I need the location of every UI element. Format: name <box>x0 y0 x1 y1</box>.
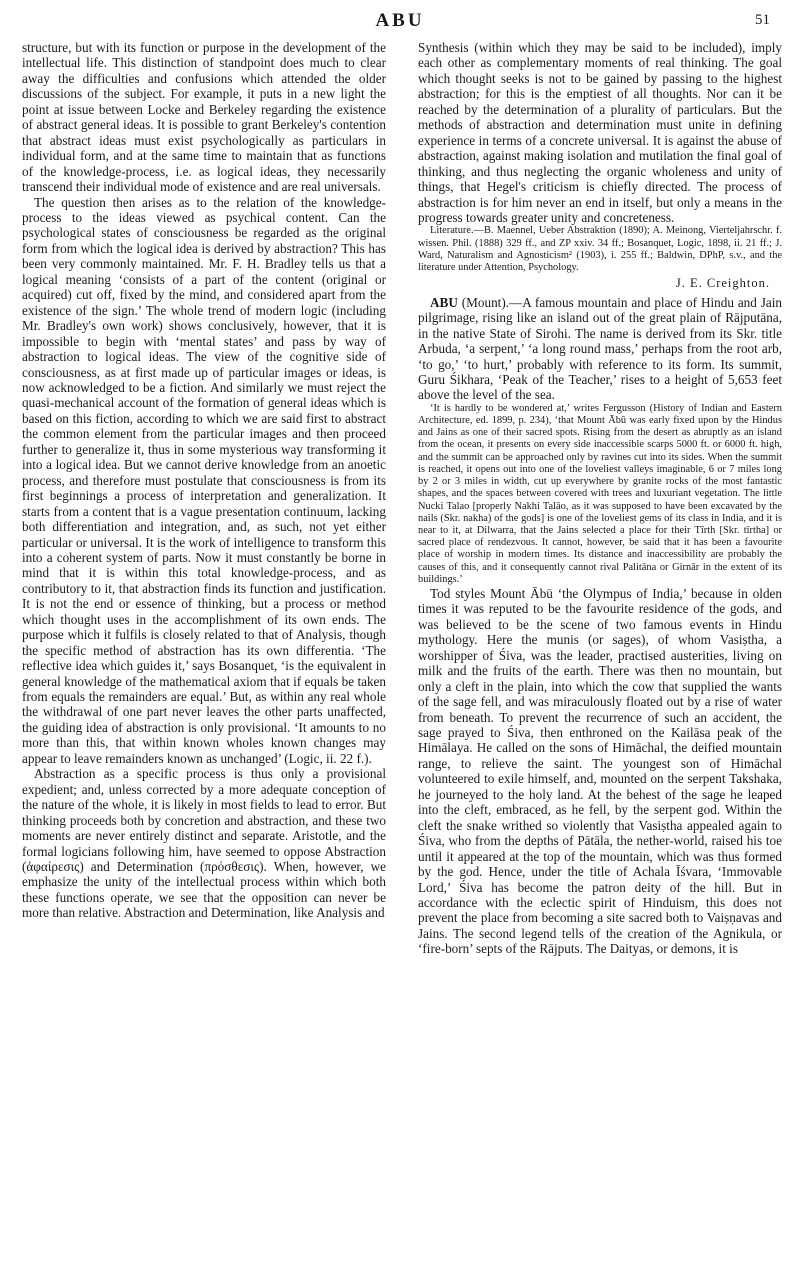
entry-title: ABU <box>430 294 458 310</box>
paragraph: Tod styles Mount Ābū ‘the Olympus of India,’ because in olden times it was reputed to be the favourite residence of the gods, and was believed to be the scene of two famous events in Hindu mythology. Here the munis (or sages), of whom Vasiṣtha, a worshipper of Śiva, was the leader, practised austerities, living on milk and the fruits of the earth. There was then no mountain, but only a cleft in the plain, into which the cow that supplied the wants of the sage fell, and was miraculously floated out by a rise of water from beneath. To prevent the recurrence of such an accident, the sage prayed to Śiva, then enthroned on the Kailāsa peak of the Himālaya. He called on the sons of Himāchal, the deified mountain range, to relieve the saint. The youngest son of Himāchal volunteered to exile himself, and, mounted on the serpent Takshaka, he journeyed to the holy land. At the behest of the sage he leaped into the cleft, embraced, as he fell, by the serpent god. Within the cleft the snake writhed so violently that Vasiṣtha appealed again to Śiva, who from the depths of Pātāla, the nether-world, raised his toe until it appeared at the top of the mountain, which was thus formed by the god. Hence, under the title of Achala Īśvara, ‘Immovable Lord,’ Śiva has become the patron deity of the hill. But in accordance with the eclectic spirit of Hinduism, this does not prevent the place from becoming a site sacred both to Vaiṣṇavas and Jains. The second legend tells of the creation of the Agnikula, or ‘fire-born’ septs of the Rājputs. The Daityas, or demons, it is <box>418 585 782 957</box>
left-column <box>22 40 386 1256</box>
author-signature: J. E. Creighton. <box>675 276 770 291</box>
block-quote: ‘It is hardly to be wondered at,’ writes Fergusson (History of Indian and Eastern Architecture, ed. 1899, p. 234), ‘that Mount Ābū was early fixed upon by the Hindus and Jains as one of their sacred spots. Rising from the desert as abruptly as an island from the ocean, it presents on every side inaccessible scarps 5000 ft. or 6000 ft. high, and the summit can be approached only by ravines cut into its sides. When the summit is reached, it opens out into one of the loveliest valleys imaginable, 6 or 7 miles long by 2 or 3 miles in width, cut up everywhere by granite rocks of the most fantastic shapes, and the spaces between covered with trees and luxuriant vegetation. The little Nucki Talao [properly Nakhi Talāo, as it was supposed to have been excavated by the nails (Skr. nakha) of the gods] is one of the loveliest gems of its class in India, and it is near to it, at Dilwarra, that the Jains selected a place for their Tīrth [Skr. tīrtha] or sacred place of rendezvous. It cannot, however, be said that it has been a favourite place of worship in modern times. Its distance and inaccessibility are probably the causes of this, and it consequently cannot rival Palitāna or Girnār in the extent of its buildings.’ <box>418 402 782 585</box>
paragraph: The question then arises as to the relation of the knowledge-process to the ideas viewed as psychical content. Can the psychological states of consciousness be regarded as the original form from which the logical idea is derived by abstraction? This has been very commonly maintained. Mr. F. H. Bradley tells us that a logical meaning ‘consists of a part of the content (original or acquired) cut off, fixed by the mind, and considered apart from the existence of the sign.’ The whole trend of modern logic (including Mr. Bradley's own work) shows conclusively, however, that it is impossible to begin with ‘mental states’ and pass by way of abstraction to logical ideas. The view of the cognitive side of consciousness, as at first made up of particular images or ideas, is now acknowledged to be a fiction. And similarly we must reject the quasi-mechanical account of the formation of general ideas which is based on this fiction, according to which we are said first to abstract the common element from the particular images and then proceed further to generalize it, thus in some mysterious way transforming it into a logical idea. But we cannot derive knowledge from an anoetic process, and therefore must postulate that consciousness is from its first beginnings a process of interpretation and generalization. It starts from a content that is a vague presentation continuum, lacking both differentiation and integration, and, as such, not yet either particular or universal. It is the work of intelligence to transform this into a coherent system of parts. Now it must constantly be borne in mind that it is within this total knowledge-process, and as contributory to it, that abstraction finds its function and justification. It is not the end or essence of thinking, but a process or method which thought uses in the accomplishment of its own ends. The purpose which it fulfils is closely related to that of Analysis, though the specific method of abstraction has its own differentia. ‘The reflective idea which guides it,’ says Bosanquet, ‘is the equivalent in general knowledge of the mathematical axiom that if equals be taken from equals the remainders are equal.’ But, as within any real whole the withdrawal of one part never leaves the other parts unaffected, the guiding idea of abstraction is only provisional. ‘It amounts to no more than this, that within known wholes known changes may appear to leave remainders known as unchanged’ (Logic, ii. 22 f.). <box>22 194 386 766</box>
page-number: 51 <box>755 12 770 28</box>
page-header <box>0 10 800 38</box>
running-head: ABU <box>375 10 425 31</box>
paragraph: Synthesis (within which they may be said to be included), imply each other as complementary moments of real thinking. The goal which thought seeks is not to be gained by passing to the highest abstraction; for this is the emptiest of all thoughts. Nor can it be reached by the determination of a plurality of particulars. But the methods of abstraction and determination must unite in defining experience in terms of a concrete universal. It is against the abuse of abstraction, against making isolation and mutilation the final goal of thinking, and thus neglecting the organic wholeness and unity of things, that Hegel's criticism is chiefly directed. The process of abstraction is for him never an end in itself, but only a means in the progress towards greater unity and concreteness. <box>418 40 782 225</box>
paragraph: Abstraction as a specific process is thus only a provisional expedient; and, unless corrected by a more adequate conception of the nature of the whole, it is likely in most fields to lead to error. But thinking proceeds both by concretion and abstraction, and these two moments are never entirely distinct and separate. Aristotle, and the formal logicians following him, have seemed to oppose Abstraction (ἀφαίρεσις) and Determination (πρόσθεσις). When, however, we emphasize the unity of the intellectual process within which both these functions operate, we see that the opposition can never be more than relative. Abstraction and Determination, like Analysis and <box>22 766 386 921</box>
entry-text: —A famous mountain and place of Hindu and Jain pilgrimage, rising like an island out of the great plain of Rājputāna, in the native State of Sirohi. The name is derived from its Skr. title Arbuda, ‘a serpent,’ ‘a long round mass,’ perhaps from the root arb, ‘to go,’ ‘to hurt,’ probably with reference to its form. Its summit, Guru Śikhara, ‘Peak of the Teacher,’ rises to a height of 5,653 feet above the level of the sea. <box>418 294 782 403</box>
entry-paragraph <box>418 295 782 403</box>
right-column <box>418 40 782 1256</box>
literature-note: Literature.—B. Maennel, Ueber Abstraktion (1890); A. Meinong, Vierteljahrschr. f. wissen. Phil. (1888) 329 ff., and ZP xxiv. 34 ff.; Bosanquet, Logic, 1898, ii. 21 ff.; J. Ward, Naturalism and Agnosticism² (1903), i. 255 ff.; Baldwin, DPhP, s.v., and the literature under Attention, Psychology. <box>418 225 782 274</box>
paragraph: structure, but with its function or purpose in the development of the intellectual life. This distinction of standpoint does much to clear away the difficulties and confusions which attended the older discussions of the subject. For example, it puts in a new light the point at issue between Locke and Berkeley regarding the existence of abstract general ideas. It is possible to grant Berkeley's contention that abstract ideas must exist psychologically as particulars in individual form, and at the same time to maintain that as functions of the knowledge-process, i.e. as logical ideas, they necessarily transcend their individual mode of existence and are real universals. <box>22 40 386 195</box>
entry-subtitle: (Mount). <box>461 294 510 310</box>
